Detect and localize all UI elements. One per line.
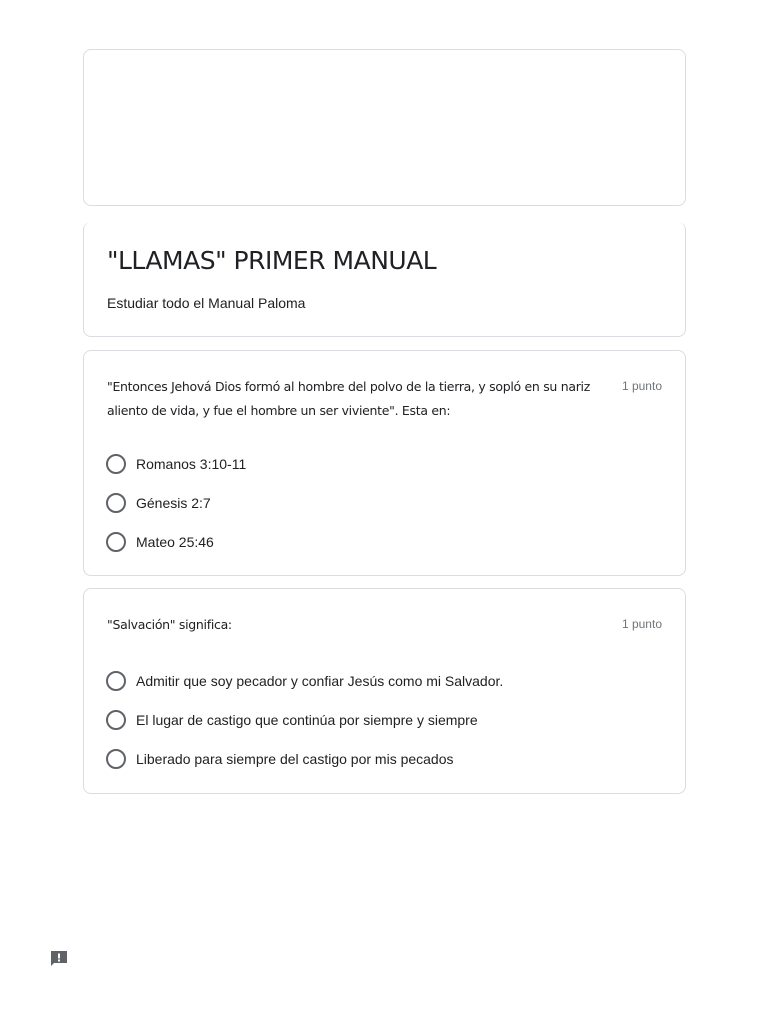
options-list bbox=[106, 661, 503, 778]
option-label: Romanos 3:10-11 bbox=[136, 455, 247, 472]
option-label: Mateo 25:46 bbox=[136, 533, 214, 550]
form-title: "LLAMAS" PRIMER MANUAL bbox=[107, 246, 437, 275]
option-label: Génesis 2:7 bbox=[136, 494, 211, 511]
question-points: 1 punto bbox=[621, 617, 662, 631]
option-liberado[interactable] bbox=[106, 739, 503, 778]
option-romanos[interactable] bbox=[106, 444, 246, 483]
radio-button[interactable] bbox=[106, 493, 126, 513]
report-feedback-icon[interactable] bbox=[49, 949, 69, 969]
option-label: Liberado para siempre del castigo por mis pecados bbox=[136, 750, 454, 767]
radio-button[interactable] bbox=[106, 454, 126, 474]
question-card-1 bbox=[83, 350, 686, 576]
question-text: "Entonces Jehová Dios formó al hombre del polvo de la tierra, y sopló en su nariz aliento de vida, y fue el hombre un ser viviente". Esta en: bbox=[107, 379, 590, 418]
option-genesis[interactable] bbox=[106, 483, 246, 522]
option-mateo[interactable] bbox=[106, 522, 246, 561]
radio-button[interactable] bbox=[106, 532, 126, 552]
feedback-icon-svg bbox=[49, 949, 69, 969]
radio-button[interactable] bbox=[106, 749, 126, 769]
option-label: Admitir que soy pecador y confiar Jesús como mi Salvador. bbox=[136, 672, 504, 689]
radio-button[interactable] bbox=[106, 671, 126, 691]
option-admitir[interactable] bbox=[106, 661, 503, 700]
radio-button[interactable] bbox=[106, 710, 126, 730]
option-label: El lugar de castigo que continúa por siempre y siempre bbox=[136, 711, 478, 728]
question-card-2 bbox=[83, 588, 686, 794]
question-text: "Salvación" significa: bbox=[107, 617, 232, 632]
header-banner bbox=[83, 49, 686, 206]
option-lugar-castigo[interactable] bbox=[106, 700, 503, 739]
form-description: Estudiar todo el Manual Paloma bbox=[107, 295, 306, 311]
question-points: 1 punto bbox=[621, 379, 662, 393]
options-list bbox=[106, 444, 246, 561]
form-title-card bbox=[83, 222, 686, 337]
